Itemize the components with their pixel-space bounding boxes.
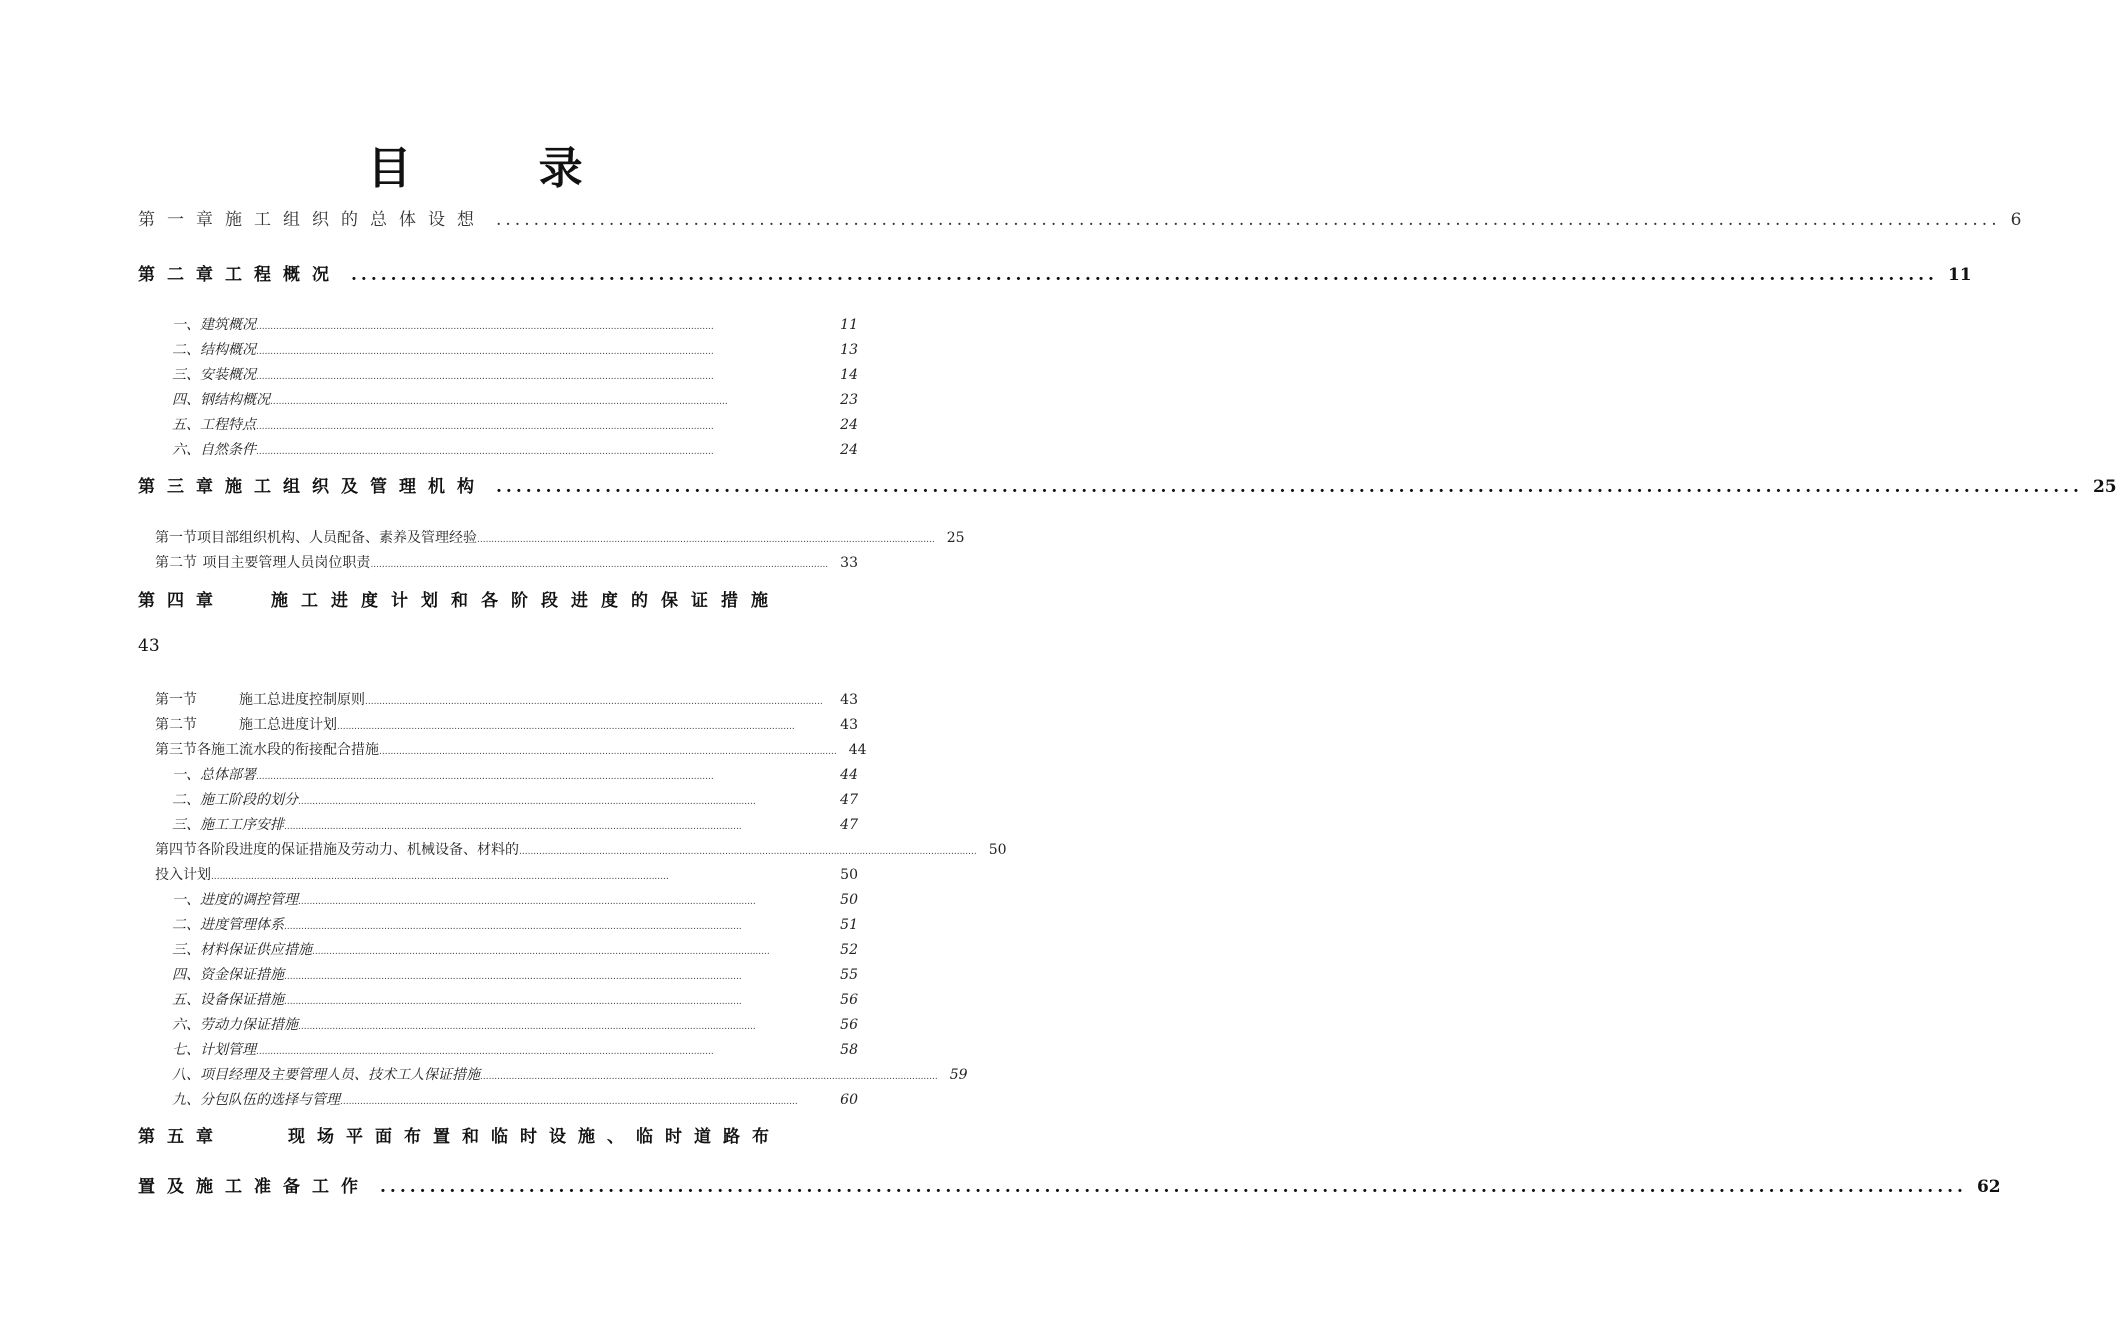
page-number: 62 — [1976, 1177, 2001, 1197]
page-number: 59 — [949, 1067, 968, 1083]
toc-item[interactable] — [172, 439, 858, 459]
item-text: 项目部组织机构、人员配备、素养及管理经验 — [197, 530, 477, 546]
chapter-name: 现场平面布置和临时设施、临时道路布 — [288, 1127, 781, 1147]
toc-item[interactable] — [172, 1089, 858, 1109]
page-number: 51 — [840, 917, 858, 933]
item-text: 三、安装概况 — [172, 367, 256, 383]
page-number: 43 — [840, 717, 858, 733]
page-number: 6 — [2010, 210, 2022, 230]
toc-item[interactable] — [172, 339, 858, 359]
chapter-label: 第二章 — [138, 265, 225, 285]
chapter-label: 第一章 — [138, 210, 225, 230]
item-text: 一、进度的调控管理 — [172, 892, 298, 908]
section-number: 第三节 — [155, 742, 197, 758]
section-number: 第二节 — [155, 717, 197, 733]
leader-dots: ................................................................................................................................................................ — [370, 560, 829, 570]
page-number: 44 — [848, 742, 867, 758]
toc-chapter-4[interactable] — [138, 586, 846, 611]
leader-dots: ................................................................................................................................................................ — [298, 897, 756, 907]
leader-dots: ................................................................................................................................................................ — [340, 1097, 798, 1107]
leader-dots: ................................................................................................................................................................ — [270, 397, 728, 407]
toc-item[interactable] — [172, 789, 858, 809]
page-number: 56 — [840, 1017, 858, 1033]
leader-dots: ................................................................................................................................................................ — [256, 772, 714, 782]
item-text: 三、材料保证供应措施 — [172, 942, 312, 958]
leader-dots: ................................................................................................................................................................ — [256, 447, 714, 457]
item-text: 九、分包队伍的选择与管理 — [172, 1092, 340, 1108]
toc-item[interactable] — [172, 1039, 858, 1059]
chapter-name: 施工组织的总体设想 — [225, 210, 486, 230]
item-text: 一、建筑概况 — [172, 317, 256, 333]
item-text: 四、资金保证措施 — [172, 967, 284, 983]
toc-section[interactable] — [155, 739, 867, 759]
item-text: 二、施工阶段的划分 — [172, 792, 298, 808]
page-number: 23 — [840, 392, 858, 408]
chapter-label: 第三章 — [138, 477, 225, 497]
toc-item[interactable] — [172, 764, 858, 784]
page-number: 25 — [946, 530, 965, 546]
item-text: 六、劳动力保证措施 — [172, 1017, 298, 1033]
toc-section[interactable] — [155, 839, 1007, 859]
page-number: 13 — [840, 342, 858, 358]
item-text: 五、工程特点 — [172, 417, 256, 433]
toc-chapter-5[interactable] — [138, 1122, 846, 1147]
toc-item[interactable] — [172, 414, 858, 434]
toc-chapter-5-continued[interactable] — [138, 1172, 2001, 1197]
leader-dots: ................................................................................................................................................................ — [365, 697, 823, 707]
toc-chapter-1[interactable] — [138, 205, 2022, 230]
leader-dots: ................................................................................................................................................................ — [256, 347, 714, 357]
item-text: 施工总进度控制原则 — [239, 692, 365, 708]
page-number: 58 — [840, 1042, 858, 1058]
item-text: 投入计划 — [155, 867, 211, 883]
leader-dots: ................................................................................................................................................................ — [496, 477, 2083, 497]
page-number: 24 — [840, 442, 858, 458]
page-number: 52 — [840, 942, 858, 958]
leader-dots: ................................................................................................................................................................ — [256, 372, 714, 382]
toc-section-continued[interactable] — [155, 864, 858, 884]
section-number: 第四节 — [155, 842, 197, 858]
page-number: 25 — [2092, 477, 2117, 497]
leader-dots: ................................................................................................................................................................ — [519, 847, 977, 857]
toc-section[interactable] — [155, 527, 965, 547]
section-number: 第一节 — [155, 530, 197, 546]
toc-chapter-2[interactable] — [138, 260, 1972, 285]
toc-item[interactable] — [172, 814, 858, 834]
page-number: 47 — [840, 817, 858, 833]
item-text: 二、结构概况 — [172, 342, 256, 358]
page-number: 50 — [840, 892, 858, 908]
leader-dots: ................................................................................................................................................................ — [284, 972, 742, 982]
leader-dots: ................................................................................................................................................................ — [256, 422, 714, 432]
page-number: 56 — [840, 992, 858, 1008]
page-number: 44 — [840, 767, 858, 783]
leader-dots: ................................................................................................................................................................ — [380, 1177, 1967, 1197]
item-text: 项目主要管理人员岗位职责 — [202, 555, 371, 571]
leader-dots: ................................................................................................................................................................ — [211, 872, 669, 882]
leader-dots: ................................................................................................................................................................ — [284, 822, 742, 832]
toc-section[interactable] — [155, 689, 858, 709]
section-number: 第一节 — [155, 692, 197, 708]
leader-dots: ................................................................................................................................................................ — [284, 922, 742, 932]
leader-dots: ................................................................................................................................................................ — [379, 747, 837, 757]
leader-dots: ................................................................................................................................................................ — [351, 265, 1938, 285]
page-number: 60 — [840, 1092, 858, 1108]
leader-dots: ................................................................................................................................................................ — [312, 947, 770, 957]
page-number: 24 — [840, 417, 858, 433]
page-number: 43 — [840, 692, 858, 708]
item-text: 七、计划管理 — [172, 1042, 256, 1058]
leader-dots: ................................................................................................................................................................ — [284, 997, 742, 1007]
leader-dots: ................................................................................................................................................................ — [477, 535, 935, 545]
toc-item[interactable] — [172, 914, 858, 934]
item-text: 八、项目经理及主要管理人员、技术工人保证措施 — [172, 1067, 480, 1083]
chapter-name-continued: 置及施工准备工作 — [138, 1177, 370, 1197]
leader-dots: ................................................................................................................................................................ — [496, 210, 2001, 230]
chapter-label: 第五章 — [138, 1127, 225, 1147]
item-text: 各施工流水段的衔接配合措施 — [197, 742, 379, 758]
toc-item[interactable] — [172, 1014, 858, 1034]
section-number: 第二节 — [155, 555, 197, 571]
page-number: 33 — [840, 555, 858, 571]
item-text: 二、进度管理体系 — [172, 917, 284, 933]
page-number: 11 — [840, 317, 858, 333]
leader-dots: ................................................................................................................................................................ — [337, 722, 795, 732]
page-title: 目 录 — [367, 143, 639, 194]
item-text: 三、施工工序安排 — [172, 817, 284, 833]
toc-item[interactable] — [172, 939, 858, 959]
leader-dots: ................................................................................................................................................................ — [256, 1047, 714, 1057]
toc-chapter-3[interactable] — [138, 472, 2117, 497]
item-text: 四、钢结构概况 — [172, 392, 270, 408]
leader-dots: ................................................................................................................................................................ — [298, 797, 756, 807]
page-number: 50 — [840, 867, 858, 883]
page-number: 43 — [138, 636, 160, 656]
page-number: 11 — [1947, 265, 1972, 285]
chapter-name: 工程概况 — [225, 265, 341, 285]
leader-dots: ................................................................................................................................................................ — [256, 322, 714, 332]
toc-item[interactable] — [172, 964, 858, 984]
chapter-label: 第四章 — [138, 591, 225, 611]
item-text: 各阶段进度的保证措施及劳动力、机械设备、材料的 — [197, 842, 519, 858]
toc-item[interactable] — [172, 1064, 968, 1084]
leader-dots: ................................................................................................................................................................ — [298, 1022, 756, 1032]
item-text: 施工总进度计划 — [239, 717, 337, 733]
toc-section[interactable] — [155, 552, 858, 572]
page-number: 55 — [840, 967, 858, 983]
page-number: 47 — [840, 792, 858, 808]
page-number: 14 — [840, 367, 858, 383]
toc-item[interactable] — [172, 389, 858, 409]
toc-item[interactable] — [172, 989, 858, 1009]
toc-item[interactable] — [172, 889, 858, 909]
item-text: 一、总体部署 — [172, 767, 256, 783]
leader-dots: ................................................................................................................................................................ — [480, 1072, 938, 1082]
toc-item[interactable] — [172, 364, 858, 384]
toc-item[interactable] — [172, 314, 858, 334]
item-text: 六、自然条件 — [172, 442, 256, 458]
chapter-name: 施工进度计划和各阶段进度的保证措施 — [271, 591, 781, 611]
item-text: 五、设备保证措施 — [172, 992, 284, 1008]
page-number: 50 — [988, 842, 1007, 858]
chapter-name: 施工组织及管理机构 — [225, 477, 486, 497]
toc-section[interactable] — [155, 714, 858, 734]
